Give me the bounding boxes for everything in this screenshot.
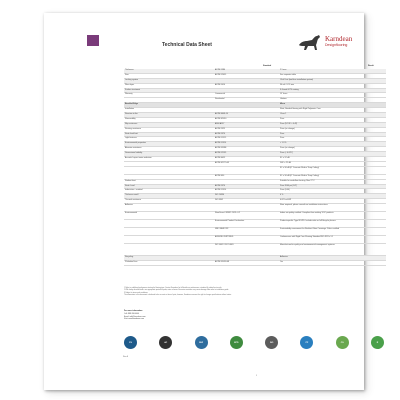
row-result: Conformance with Rigid Core Flooring Standard ISO 4811 v.1.1 xyxy=(280,236,334,239)
row-result: Floor required, please consult our installation instructions xyxy=(280,204,328,207)
row-result: Manufactured to quality and environmental management systems xyxy=(280,244,335,247)
row-result: IIC = 56 dB (6" Concrete Slab w/ Drop Ceiling) xyxy=(280,174,319,177)
row-result: Pass xyxy=(280,132,285,135)
row-standard: ASTM E90 xyxy=(215,174,225,177)
row-standard xyxy=(175,167,280,174)
table-row xyxy=(124,261,386,266)
row-label: Indentation - residual xyxy=(125,189,143,192)
contact-line: Call: 888.266.4444 xyxy=(124,312,140,315)
row-standard: ASTM F1515 xyxy=(215,137,227,140)
footnote: 1 Refer to published performance testing for flooring type. Contact Karndean for full details on performance, standard & related test results. xyxy=(124,288,222,289)
row-standard xyxy=(175,204,280,211)
row-label: Installation xyxy=(125,108,135,111)
row-result: 2.5 mm xyxy=(280,69,287,71)
row-label: Acoustic Impact noise reduction xyxy=(125,157,152,160)
page-title: Technical Data Sheet xyxy=(162,42,212,48)
row-label: Thickness xyxy=(125,69,134,71)
contact-block xyxy=(124,310,146,321)
row-label: Environmental xyxy=(125,212,138,215)
row-label: Static load limit xyxy=(125,132,138,135)
row-standard: ISO 8302 xyxy=(215,199,223,202)
table-row xyxy=(124,204,386,212)
row-label xyxy=(124,236,175,243)
footnote: The information in this document is believed to be accurate at time of print; however, Karndean reserves the right to change specifications without notice. xyxy=(124,295,232,297)
row-result: Float, Bonded flooring with Rigid Polymeric Core xyxy=(280,108,321,111)
assure-icon xyxy=(159,336,172,349)
data-sheet-page xyxy=(44,13,379,390)
row-label: Slip resistance xyxy=(125,122,138,125)
row-result: Pass (DCOF > 0.42) xyxy=(280,122,298,125)
row-standard xyxy=(175,108,280,112)
row-label: Bevelled Edge xyxy=(125,103,138,106)
row-label: Light fastness xyxy=(125,137,137,140)
row-label: Staining resistance xyxy=(125,127,141,130)
row-result: Suitable for underfloor heating. Max 27°C xyxy=(280,179,315,182)
row-standard: ASTM F970 xyxy=(215,184,226,187)
row-result: Indoor air quality certified. Compliant low emitting VOC products xyxy=(280,212,334,215)
row-standard: ASTM E492 xyxy=(215,157,226,160)
row-result: DIIC = 21 dB xyxy=(280,161,291,164)
row-result: 0 % xyxy=(280,194,284,197)
row-standard: ASTM F925 xyxy=(215,127,226,130)
table-row xyxy=(124,228,386,236)
section-logo xyxy=(87,35,99,46)
row-result: Micro xyxy=(280,103,286,106)
row-result: Adhesive xyxy=(280,256,288,259)
row-standard: FloorScore® EPA 1.2013 v1.2 xyxy=(215,212,241,215)
row-label: Static Load xyxy=(125,184,135,187)
green-leaf-icon xyxy=(336,336,349,349)
row-result: Pass 2000 psi (1/4") xyxy=(280,184,297,187)
row-standard xyxy=(175,89,280,93)
row-result: K-Guard & PU coating xyxy=(280,88,299,91)
cert-label: CG xyxy=(340,341,344,344)
nsf-icon xyxy=(195,336,208,349)
recycle-icon xyxy=(371,336,384,349)
row-label xyxy=(124,175,175,179)
row-label: Environmental properties xyxy=(125,142,147,145)
row-standard: ASTM F970 xyxy=(215,132,226,135)
row-result: Pass xyxy=(280,117,285,120)
row-label: Abrasion resistance xyxy=(125,147,142,150)
contact-line: Visit: www.karndean.com xyxy=(124,318,145,321)
row-standard: NSF / ANSI 332 xyxy=(215,228,229,231)
row-standard xyxy=(175,103,280,107)
row-label: Dimensional stability xyxy=(125,152,143,155)
table-row xyxy=(124,244,386,256)
row-standard xyxy=(175,256,280,260)
row-label: Thickness swell xyxy=(125,194,139,197)
karndean-logo xyxy=(297,33,377,51)
brand-subtitle: Designflooring xyxy=(325,43,348,47)
footnote: 3 Subject to terms and conditions. xyxy=(124,292,149,294)
row-label xyxy=(124,98,175,102)
row-result: < 1.0 % xyxy=(280,142,287,145)
row-label xyxy=(124,244,175,255)
row-label: Size xyxy=(125,73,129,76)
row-standard: ASTM D3418-08 xyxy=(215,261,230,264)
row-label: Recycling xyxy=(125,256,134,259)
col-standard-header: Standard xyxy=(263,65,272,67)
table-row xyxy=(124,236,386,244)
row-label: Surface treatment xyxy=(125,88,141,91)
epd-icon xyxy=(230,336,243,349)
cert-label: FS xyxy=(129,341,132,344)
col-result-header: Result xyxy=(368,65,374,67)
row-standard: Residential xyxy=(215,98,225,101)
row-result: IIC = 56 dB (6" Concrete Slab w/ Drop Ceiling) xyxy=(280,166,319,169)
row-label: Wear layer xyxy=(125,83,135,86)
row-standard: ASTM E648-10 xyxy=(215,113,228,116)
row-result: Yes xyxy=(280,261,284,264)
row-result: Pass (< 0.025") xyxy=(280,152,294,155)
row-standard: ANSI A137 xyxy=(215,122,225,125)
row-label xyxy=(124,220,175,227)
row-standard: ASTM F2199 xyxy=(215,152,227,155)
brand-name: Karndean xyxy=(325,35,353,43)
row-standard: ISO 9001 / ISO 14001 xyxy=(215,244,234,247)
row-label xyxy=(124,228,175,235)
row-result: Sustainability assessment for Resilient Floor Coverings. Silver certified xyxy=(280,228,340,231)
row-standard: Environmental Product Declaration xyxy=(215,220,245,223)
spec-table xyxy=(124,64,386,266)
row-standard: ASSURE CERTIFIED xyxy=(215,236,234,239)
cert-label: NSF xyxy=(199,341,204,344)
contact-heading: For more information: xyxy=(124,310,143,312)
cert-label: R xyxy=(376,341,379,344)
footnote: 2 With heavy wheeled traffic use appropriate protective pads, mats or bases. Excessive moisture may cause damage. Also refer to installation guide. xyxy=(124,290,229,292)
row-label: Phthalate Free xyxy=(125,261,138,264)
floorscore-icon xyxy=(124,336,137,349)
row-result: Click Fast (tool-less installation system) xyxy=(280,78,314,81)
row-standard: Commercial xyxy=(215,93,226,96)
row-result: 0.021 m²K/W xyxy=(280,199,292,202)
row-result: Lifetime xyxy=(280,98,287,101)
row-standard: ISO 24336 xyxy=(215,194,225,197)
row-result: 30 mil / 0.55 mm xyxy=(280,83,294,86)
cert-label: ISO xyxy=(269,341,274,344)
certification-logos xyxy=(124,335,384,350)
row-standard: ASTM E2090 xyxy=(215,117,227,120)
row-label: Flammability xyxy=(125,117,136,120)
row-standard: ASTM D3884 xyxy=(215,147,227,150)
row-result: Pass (no change) xyxy=(280,147,295,150)
row-standard: ASTM F1914 xyxy=(215,189,227,192)
row-result: 15 Years xyxy=(280,93,288,96)
cert-label: PF xyxy=(305,341,309,344)
row-label: Thermal resistance xyxy=(125,199,142,202)
phthalate-free-icon xyxy=(300,336,313,349)
row-label xyxy=(124,162,175,166)
table-row xyxy=(124,220,386,228)
table-row xyxy=(124,167,386,175)
row-result: Pass xyxy=(280,137,285,140)
row-standard: ASTM F386 xyxy=(215,69,226,71)
row-label xyxy=(124,167,175,174)
row-result: See separate table xyxy=(280,73,296,76)
row-label: Warranty xyxy=(125,93,133,96)
row-label: Radiant heat xyxy=(125,179,136,182)
table-body xyxy=(124,69,386,266)
row-standard: ASTM F2055 xyxy=(215,73,227,76)
cert-label: AC xyxy=(164,341,168,344)
row-standard: ASTM E2179-03 xyxy=(215,161,229,164)
footnotes xyxy=(124,288,384,298)
dog-logo-icon xyxy=(297,33,323,51)
row-standard: ASTM F1914 xyxy=(215,142,227,145)
row-standard: ASTM F410 xyxy=(215,83,226,86)
row-result: Pass (0.04) xyxy=(280,189,290,192)
page-number: 1 xyxy=(256,375,258,377)
revision-ref: Rev A xyxy=(123,356,128,358)
row-label: Adhesive xyxy=(125,204,133,207)
contact-line: Email: info@karndean.com xyxy=(124,315,146,318)
row-result: Product-specific Type III EPD. Includes info on full lifecycle phases xyxy=(280,220,336,223)
iso-icon xyxy=(265,336,278,349)
cert-label: EPD xyxy=(234,341,239,344)
row-result: Class 1 xyxy=(280,113,287,116)
row-label: Reaction to fire xyxy=(125,113,138,116)
row-standard xyxy=(175,180,280,184)
row-label: Locking system xyxy=(125,78,139,81)
row-result: IIC = 52 dB xyxy=(280,157,290,160)
row-result: Pass (no change) xyxy=(280,127,295,130)
row-standard xyxy=(175,79,280,83)
table-row xyxy=(124,212,386,220)
